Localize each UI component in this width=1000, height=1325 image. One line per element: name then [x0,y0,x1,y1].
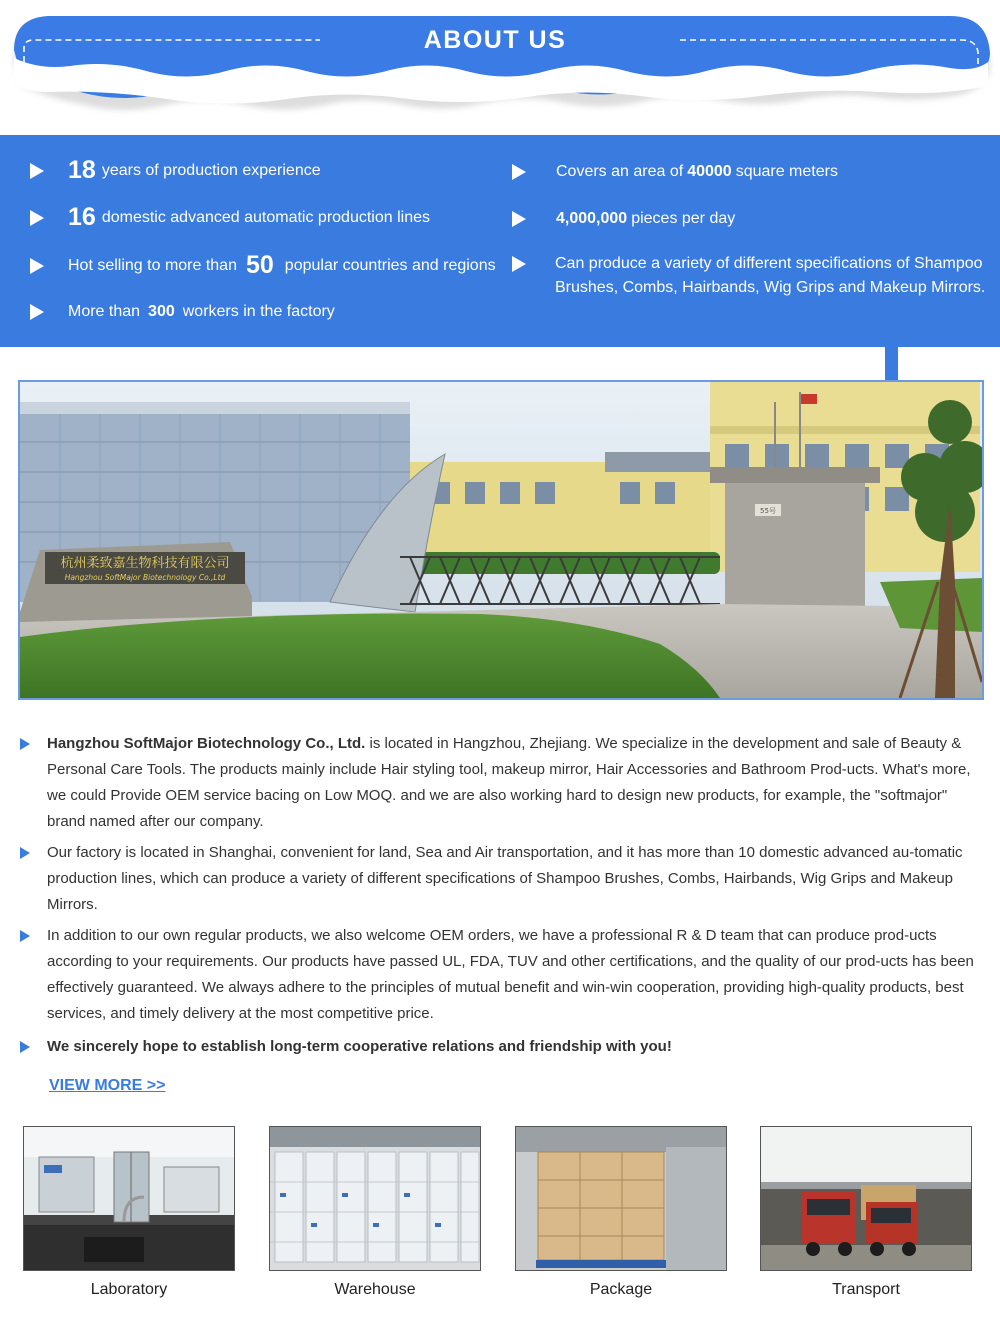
about-us-banner [0,0,1000,135]
view-more-link[interactable]: VIEW MORE >> [49,1077,166,1094]
stat-workers-number: 300 [148,303,175,320]
stat-countries [30,251,496,280]
bullet-arrow-icon [20,738,30,750]
about-paragraph-intro [20,731,980,835]
banner-wave-graphic [0,0,1000,135]
factory-text: Our factory is located in Shanghai, convenient for land, Sea and Air transportation, and it has more than 10 domestic advanced au-tomatic production lines, which can produce a variety of different specifications of Shampoo Brushes, Combs, Hairbands, Wig Grips and Makeup Mirrors. [47,844,963,913]
factory-photo [18,380,984,700]
bullet-arrow-icon [512,164,526,180]
warehouse-photo [269,1126,481,1271]
stat-products [512,252,995,300]
warehouse-caption: Warehouse [334,1281,416,1298]
transport-illustration [761,1127,971,1270]
package-illustration [516,1127,726,1270]
stat-output [512,210,735,228]
stat-lines-text: domestic advanced automatic production lines [101,208,430,226]
bullet-arrow-icon [20,1041,30,1053]
about-paragraph-closing [20,1034,980,1060]
decorative-tab [885,347,898,382]
package-caption: Package [589,1281,653,1298]
stat-years [30,156,321,185]
sign-text-chinese: 杭州柔致嘉生物科技有限公司 [60,556,230,571]
stat-years-number: 18 [68,156,96,184]
about-paragraph-oem [20,923,980,1027]
oem-text: In addition to our own regular products, we also welcome OEM orders, we have a professional R & D team that can produce prod-ucts according to your requirements. Our products have passed UL, FDA, TUV and other certifications, and the quality of our prod-ucts has been effectively guaranteed. We always adhere to the principles of mutual benefit and win-win cooperation, providing high-quality products, best services, and timely delivery at the most competitive price. [47,927,974,1022]
package-photo [515,1126,727,1271]
stat-area-number: 40000 [687,163,732,180]
intro-text: is located in Hangzhou, Zhejiang. We specialize in the development and sale of Beauty & Personal Care Tools. The products mainly include Hair styling tool, makeup mirror, Hair Accessories and Bathroom Prod-ucts. What's more, we could Provide OEM service bacing on Low MOQ. and we are also working hard to design new products, for example, the "softmajor" brand named after our company. [47,735,971,830]
stat-workers-post: workers in the factory [182,303,335,320]
stat-lines [30,203,430,232]
stat-area-pre: Covers an area of [556,163,684,180]
bullet-arrow-icon [30,210,44,226]
stat-output-number: 4,000,000 [556,210,628,227]
stat-countries-number: 50 [245,251,274,279]
stats-panel [0,135,1000,347]
stat-lines-number: 16 [68,203,96,231]
stat-workers [30,303,335,321]
laboratory-photo [23,1126,235,1271]
bullet-arrow-icon [30,163,44,179]
bullet-arrow-icon [30,304,44,320]
closing-text: We sincerely hope to establish long-term cooperative relations and friendship with you! [47,1038,672,1055]
stat-years-text: years of production experience [101,161,321,179]
warehouse-illustration [270,1127,480,1270]
page-title: ABOUT US [423,26,567,54]
stat-area [512,163,838,181]
factory-illustration [20,382,982,698]
bullet-arrow-icon [30,258,44,274]
laboratory-caption: Laboratory [90,1281,168,1298]
transport-photo [760,1126,972,1271]
stat-area-post: square meters [735,163,838,180]
laboratory-illustration [24,1127,234,1270]
stat-countries-post: popular countries and regions [284,256,496,274]
about-paragraph-factory [20,840,980,918]
bullet-arrow-icon [512,256,526,272]
stat-output-text: pieces per day [631,210,736,227]
stat-products-text: Can produce a variety of different specifications of Shampoo Brushes, Combs, Hairbands, Wig Grips and Makeup Mirrors. [555,255,986,296]
sign-text-english: Hangzhou SoftMajor Biotechnology Co.,Ltd [64,573,226,582]
stat-workers-pre: More than [68,303,141,320]
bullet-arrow-icon [20,847,30,859]
stat-countries-pre: Hot selling to more than [68,256,237,274]
bullet-arrow-icon [20,930,30,942]
bullet-arrow-icon [512,211,526,227]
transport-caption: Transport [832,1281,900,1298]
gate-plate: 55号 [760,507,776,515]
company-name: Hangzhou SoftMajor Biotechnology Co., Ltd. [47,735,366,752]
